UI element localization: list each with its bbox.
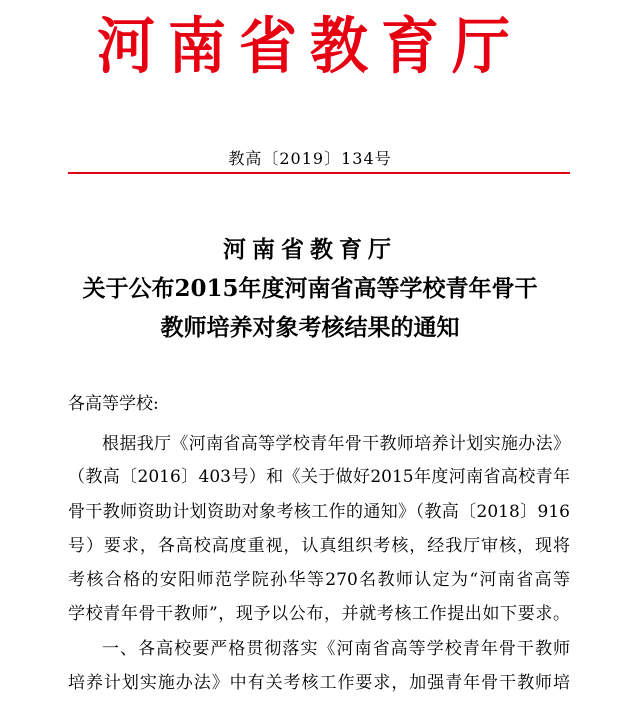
- body-line: 考核合格的安阳师范学院孙华等270名教师认定为“河南省高等: [68, 570, 570, 590]
- body-line: 一、各高校要严格贯彻落实《河南省高等学校青年骨干教师: [102, 639, 570, 659]
- notice-title-line-2: 关于公布2015年度河南省高等学校青年骨干: [82, 275, 538, 302]
- salutation: 各高等学校:: [68, 394, 159, 414]
- body-line: 培养计划实施办法》中有关考核工作要求，加强青年骨干教师培: [68, 673, 570, 693]
- letterhead-divider: [68, 172, 570, 174]
- body-line: （教高〔2016〕403号）和《关于做好2015年度河南省高校青年: [68, 467, 570, 487]
- document-number: 教高〔2019〕134号: [228, 149, 392, 168]
- body-line: 学校青年骨干教师”，现予以公布，并就考核工作提出如下要求。: [68, 604, 570, 624]
- body-line: 骨干教师资助计划资助对象考核工作的通知》（教高〔2018〕916: [68, 502, 570, 522]
- notice-title-line-3: 教师培养对象考核结果的通知: [160, 314, 460, 341]
- notice-title-line-1: 河南省教育厅: [223, 236, 397, 263]
- body-line: 根据我厅《河南省高等学校青年骨干教师培养计划实施办法》: [102, 434, 570, 454]
- body-line: 号）要求，各高校高度重视，认真组织考核，经我厅审核，现将: [68, 536, 570, 556]
- notice-title: [40, 230, 580, 347]
- agency-letterhead-title: 河南省教育厅: [96, 10, 523, 82]
